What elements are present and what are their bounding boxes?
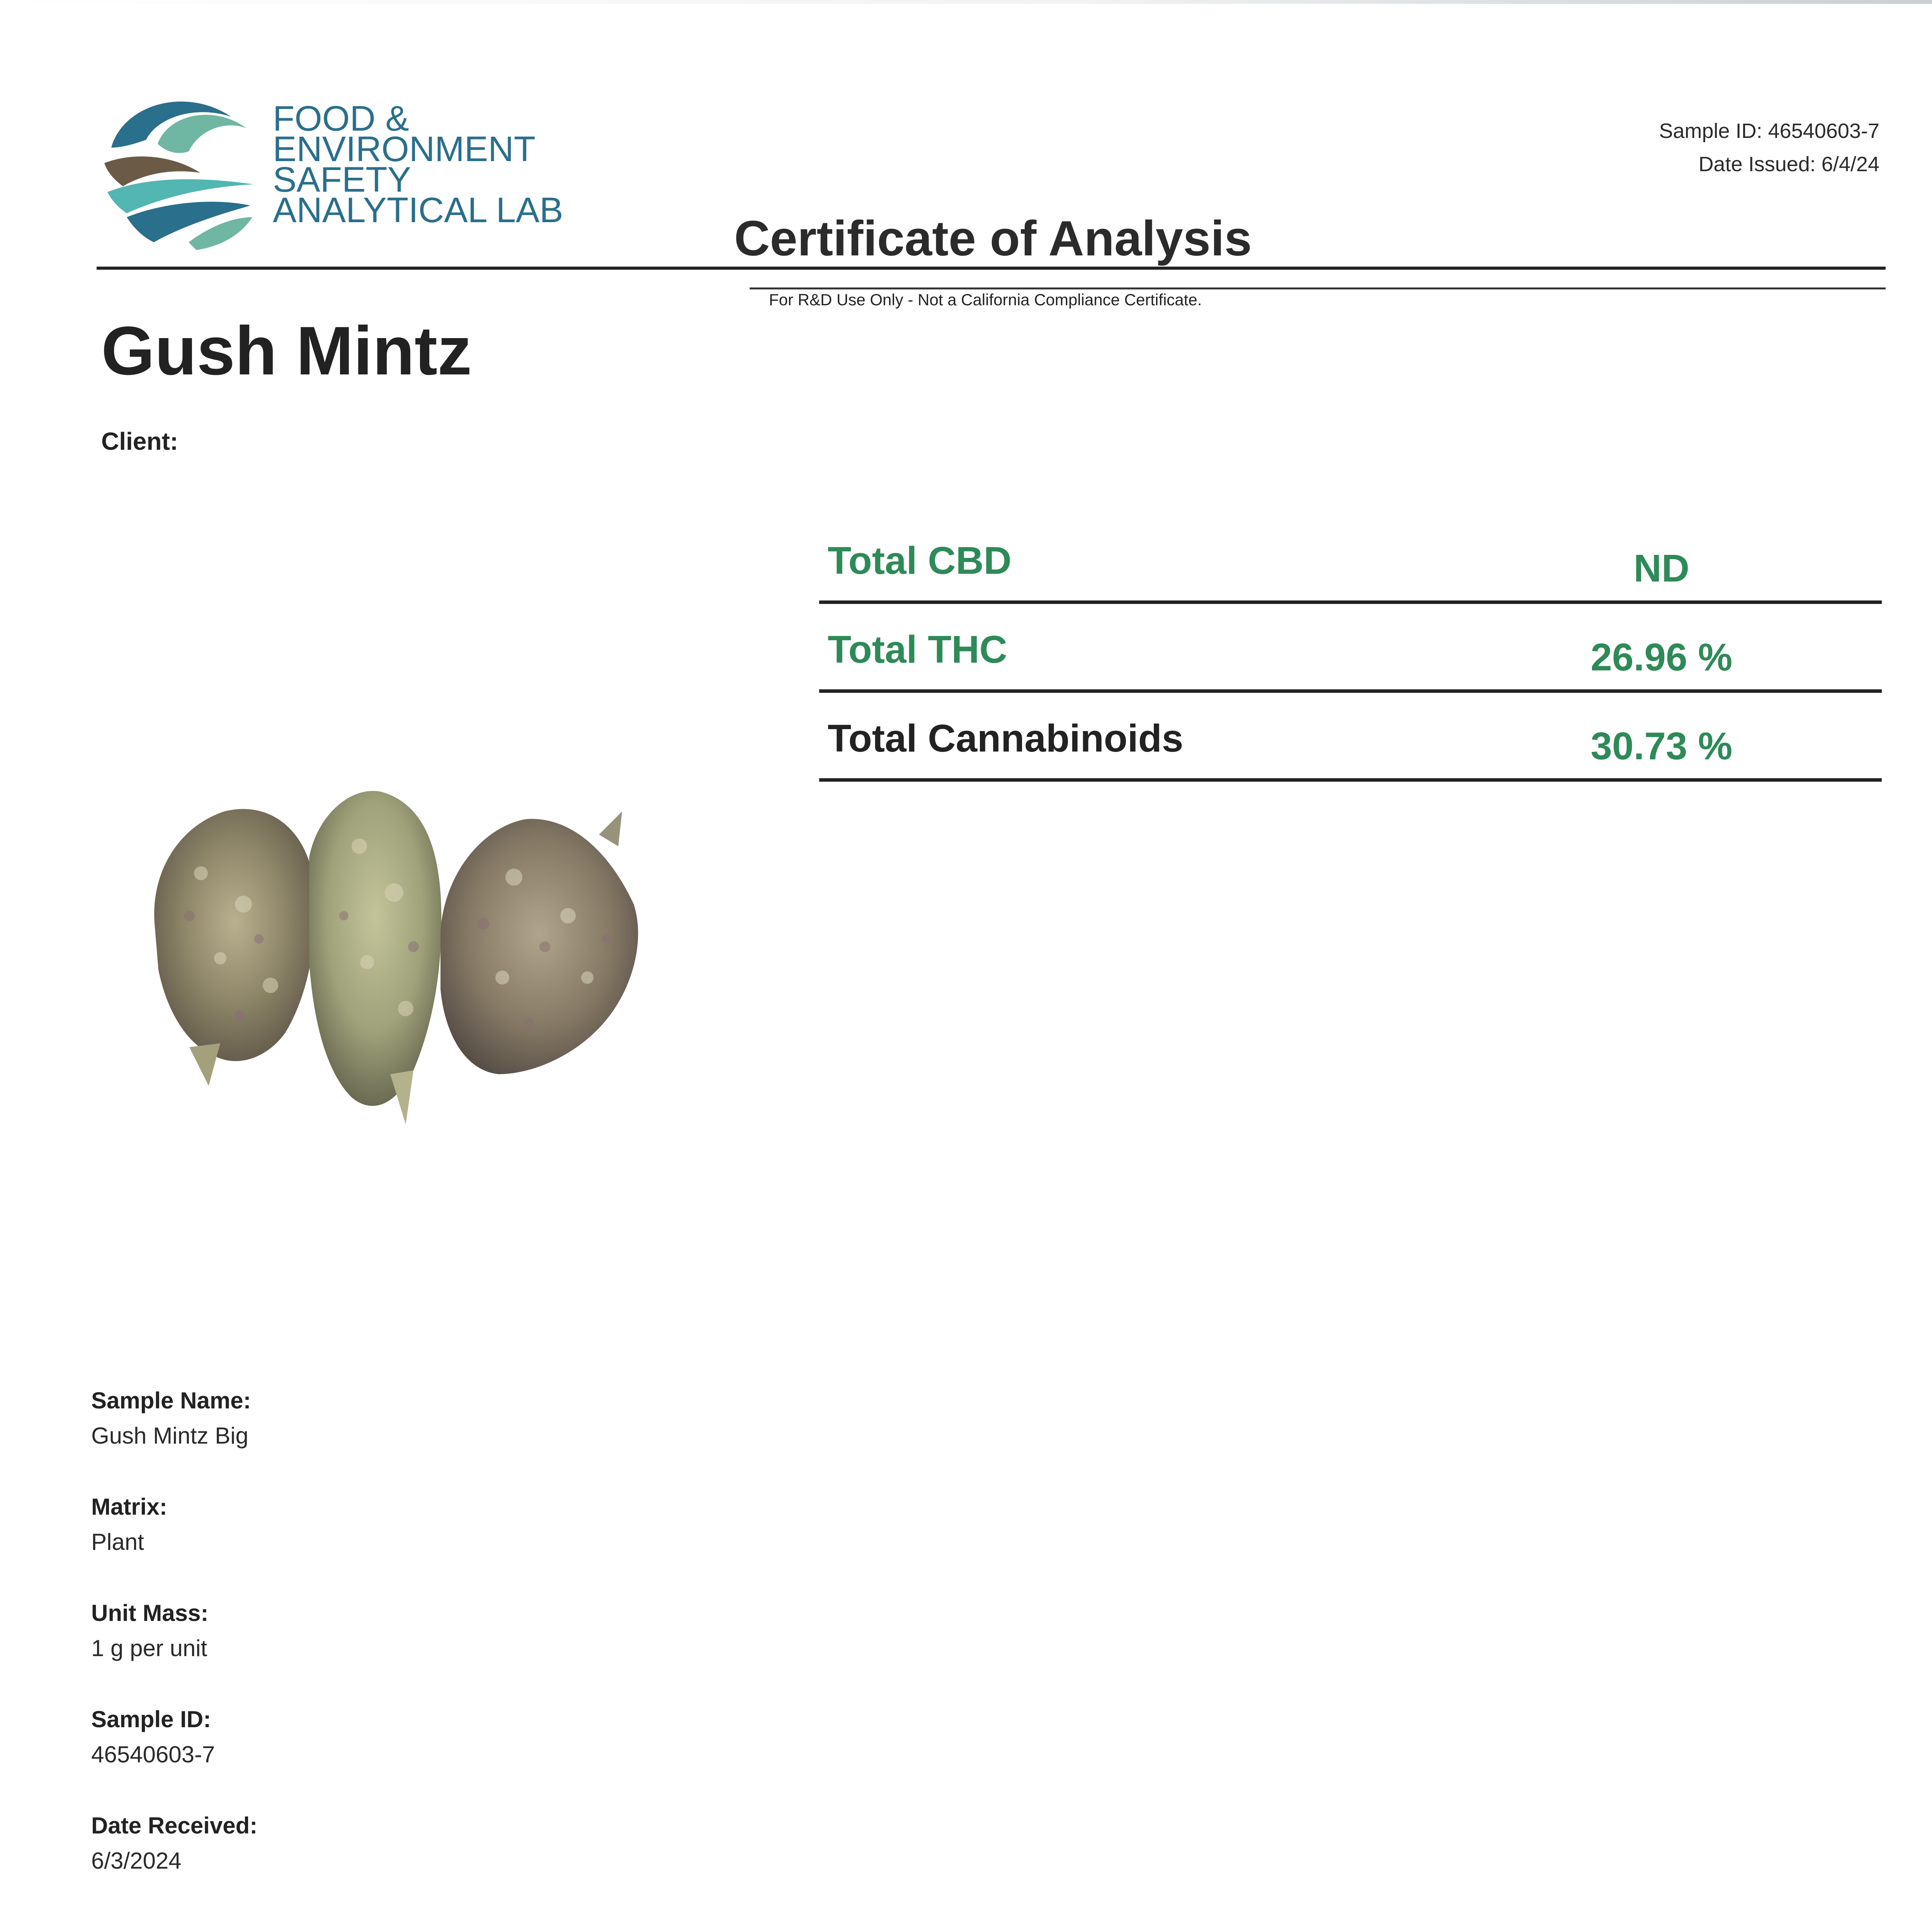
field-value: 6/3/2024 xyxy=(91,1848,182,1874)
sample-id-line: Sample ID: 46540603-7 xyxy=(1659,119,1879,143)
summary-row xyxy=(819,535,1882,624)
divider xyxy=(750,287,1886,289)
product-photo xyxy=(143,777,665,1132)
product-name: Gush Mintz xyxy=(101,312,472,389)
date-issued-line: Date Issued: 6/4/24 xyxy=(1698,153,1879,176)
divider xyxy=(819,778,1882,782)
divider xyxy=(819,689,1882,693)
summary-label: Total Cannabinoids xyxy=(828,717,1184,760)
field-label: Sample Name: xyxy=(91,1388,251,1413)
summary-label: Total THC xyxy=(828,628,1007,671)
field-value: Plant xyxy=(91,1529,144,1555)
field-label: Unit Mass: xyxy=(91,1600,209,1626)
scan-edge xyxy=(0,0,1932,4)
lab-logo-icon xyxy=(100,90,258,252)
summary-label: Total CBD xyxy=(828,539,1012,582)
summary-value: ND xyxy=(1633,547,1690,590)
unit-mass-field xyxy=(91,1600,208,1662)
sample-id-field xyxy=(91,1706,215,1768)
divider xyxy=(819,600,1882,604)
document-subtitle: For R&D Use Only - Not a California Compliance Certificate. xyxy=(769,291,1202,309)
signature xyxy=(86,1917,310,1932)
lab-logo-wordmark xyxy=(273,99,563,230)
divider xyxy=(97,267,1886,270)
logo-line: SAFETY xyxy=(273,160,411,200)
matrix-field xyxy=(91,1493,167,1555)
logo-line: ENVIRONMENT xyxy=(273,129,536,169)
client-label: Client: xyxy=(101,427,179,455)
sample-meta xyxy=(1659,114,1879,181)
summary-row xyxy=(819,713,1882,801)
summary-value: 26.96 % xyxy=(1590,636,1733,679)
summary-table xyxy=(819,535,1882,801)
logo-line: ANALYTICAL LAB xyxy=(273,190,563,230)
sample-name-field xyxy=(91,1387,251,1449)
field-label: Matrix: xyxy=(91,1494,167,1520)
document-title: Certificate of Analysis xyxy=(734,211,1252,266)
field-value: 1 g per unit xyxy=(91,1635,207,1661)
summary-value: 30.73 % xyxy=(1590,724,1733,768)
field-value: Gush Mintz Big xyxy=(91,1423,248,1449)
date-received-field xyxy=(91,1812,257,1874)
field-label: Date Received: xyxy=(91,1813,258,1838)
logo-line: FOOD & xyxy=(273,99,409,138)
field-value: 46540603-7 xyxy=(91,1742,215,1767)
field-label: Sample ID: xyxy=(91,1706,211,1732)
summary-row xyxy=(819,624,1882,713)
